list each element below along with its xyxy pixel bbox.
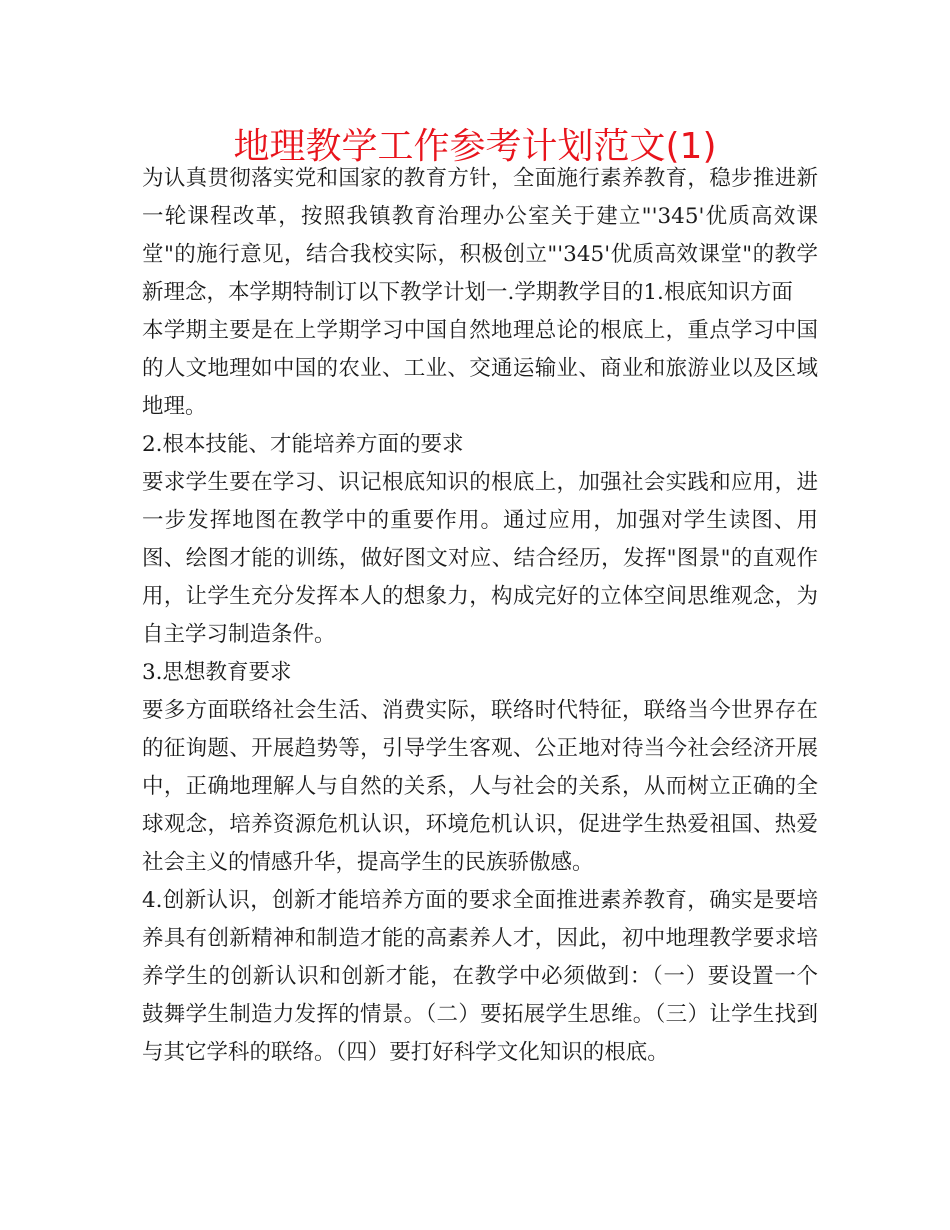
- paragraph-heading-ideology: 3.思想教育要求: [142, 660, 292, 685]
- document-title: 地理教学工作参考计划范文(1): [233, 126, 717, 167]
- paragraph-ideology: 要多方面联络社会生活、消费实际，联络时代特征，联络当今世界存在的征询题、开展趋势等，引导学生客观、公正地对待当今社会经济开展中，正确地理解人与自然的关系，人与社会的关系，从而树立正确的全球观念，培养资源危机认识，环境危机认识，促进学生热爱祖国、热爱社会主义的情感升华，提高学生的民族骄傲感。: [142, 698, 818, 875]
- paragraph-innovation: 4.创新认识，创新才能培养方面的要求全面推进素养教育，确实是要培养具有创新精神和制造才能的高素养人才，因此，初中地理教学要求培养学生的创新认识和创新才能，在教学中必须做到：（一）要设置一个鼓舞学生制造力发挥的情景。（二）要拓展学生思维。（三）让学生找到与其它学科的联络。（四）要打好科学文化知识的根底。: [142, 888, 818, 1065]
- paragraph-heading-skills: 2.根本技能、才能培养方面的要求: [142, 432, 464, 457]
- paragraph-intro: 为认真贯彻落实党和国家的教育方针，全面施行素养教育，稳步推进新一轮课程改革，按照我镇教育治理办公室关于建立"'345'优质高效课堂"的施行意见，结合我校实际，积极创立"'345'优质高效课堂"的教学新理念，本学期特制订以下教学计划一.学期教学目的1.根底知识方面: [142, 166, 818, 305]
- paragraph-skills: 要求学生要在学习、识记根底知识的根底上，加强社会实践和应用，进一步发挥地图在教学中的重要作用。通过应用，加强对学生读图、用图、绘图才能的训练，做好图文对应、结合经历，发挥"图景"的直观作用，让学生充分发挥本人的想象力，构成完好的立体空间思维观念，为自主学习制造条件。: [142, 470, 818, 647]
- paragraph-basic-knowledge: 本学期主要是在上学期学习中国自然地理总论的根底上，重点学习中国的人文地理如中国的农业、工业、交通运输业、商业和旅游业以及区域地理。: [142, 318, 818, 419]
- document-body: [142, 160, 818, 1072]
